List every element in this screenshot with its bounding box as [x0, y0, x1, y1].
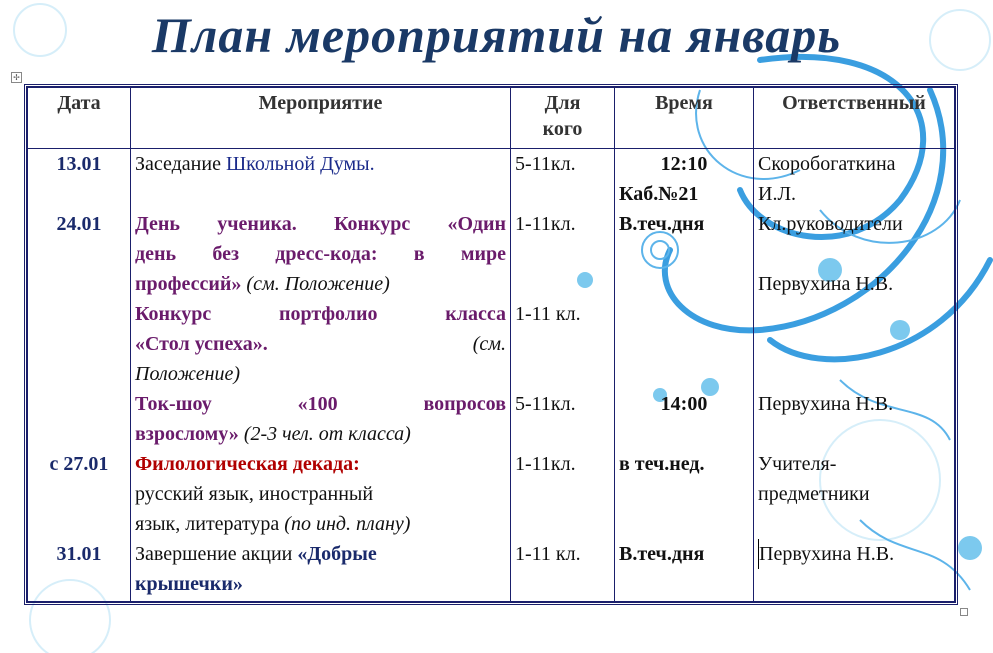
resp-r1-line2: И.Л.	[758, 183, 797, 205]
event-talkshow-line2: взрослому» (2-3 чел. от класса)	[135, 423, 411, 445]
event-caps-line1: Завершение акции «Добрые	[135, 543, 377, 565]
event-portfolio-line2: «Стол успеха». (см.	[135, 333, 506, 355]
table-move-handle-icon[interactable]: ✢	[11, 72, 22, 83]
header-time: Время	[615, 88, 754, 149]
time-column	[615, 149, 754, 602]
who-r3: 1-11кл.	[515, 453, 576, 475]
event-talkshow-line1: Ток-шоу «100 вопросов	[135, 393, 506, 415]
time-r3: в теч.нед.	[619, 453, 705, 475]
event-caps-line2: крышечки»	[135, 573, 243, 595]
time-talkshow: 14:00	[660, 393, 708, 415]
time-r2: В.теч.дня	[619, 213, 705, 235]
who-r2: 1-11кл.	[515, 213, 576, 235]
event-philology-line3: язык, литература (по инд. плану)	[135, 513, 411, 535]
who-column	[511, 149, 615, 602]
event-student-day-line2: день без дресс-кода: в мире	[135, 243, 506, 265]
event-portfolio-line3: Положение)	[135, 363, 241, 385]
event-philology-line2: русский язык, иностранный	[135, 483, 374, 505]
who-r1: 5-11кл.	[515, 153, 576, 175]
events-table-frame	[24, 84, 958, 605]
resp-r4[interactable]: Первухина Н.В.	[758, 539, 950, 569]
resp-talkshow: Первухина Н.В.	[758, 393, 894, 415]
table-header-row	[28, 88, 955, 149]
event-student-day-line3: профессий» (см. Положение)	[135, 273, 390, 295]
resp-r1-line1: Скоробогаткина	[758, 153, 896, 175]
events-table	[27, 87, 955, 602]
event-portfolio-line1: Конкурс портфолио класса	[135, 303, 506, 325]
table-resize-handle[interactable]	[960, 608, 968, 616]
who-talkshow: 5-11кл.	[515, 393, 576, 415]
date-31-01: 31.01	[56, 543, 102, 565]
time-r1-line2: Каб.№21	[619, 183, 699, 205]
event-student-day-line1: День ученика. Конкурс «Один	[135, 213, 506, 235]
time-r4: В.теч.дня	[619, 543, 705, 565]
date-24-01: 24.01	[56, 213, 102, 235]
who-portfolio: 1-11 кл.	[515, 303, 581, 325]
page-title: План мероприятий на январь	[151, 7, 842, 63]
date-13-01: 13.01	[56, 153, 102, 175]
resp-r3-line2: предметники	[758, 483, 870, 505]
header-responsible: Ответственный	[754, 88, 955, 149]
header-event: Мероприятие	[131, 88, 511, 149]
date-column	[28, 149, 131, 602]
event-column	[131, 149, 511, 602]
header-who: Для кого	[511, 88, 615, 149]
header-date: Дата	[28, 88, 131, 149]
date-27-01: с 27.01	[49, 453, 109, 475]
event-philology-line1: Филологическая декада:	[135, 453, 360, 475]
table-body-row	[28, 149, 955, 602]
who-r4: 1-11 кл.	[515, 543, 581, 565]
responsible-column	[754, 149, 955, 602]
event-school-duma: Заседание Школьной Думы.	[135, 153, 375, 175]
resp-r3-line1: Учителя-	[758, 453, 837, 475]
time-r1-line1: 12:10	[660, 153, 708, 175]
resp-r2: Кл.руководители	[758, 213, 903, 235]
resp-r2b: Первухина Н.В.	[758, 273, 894, 295]
